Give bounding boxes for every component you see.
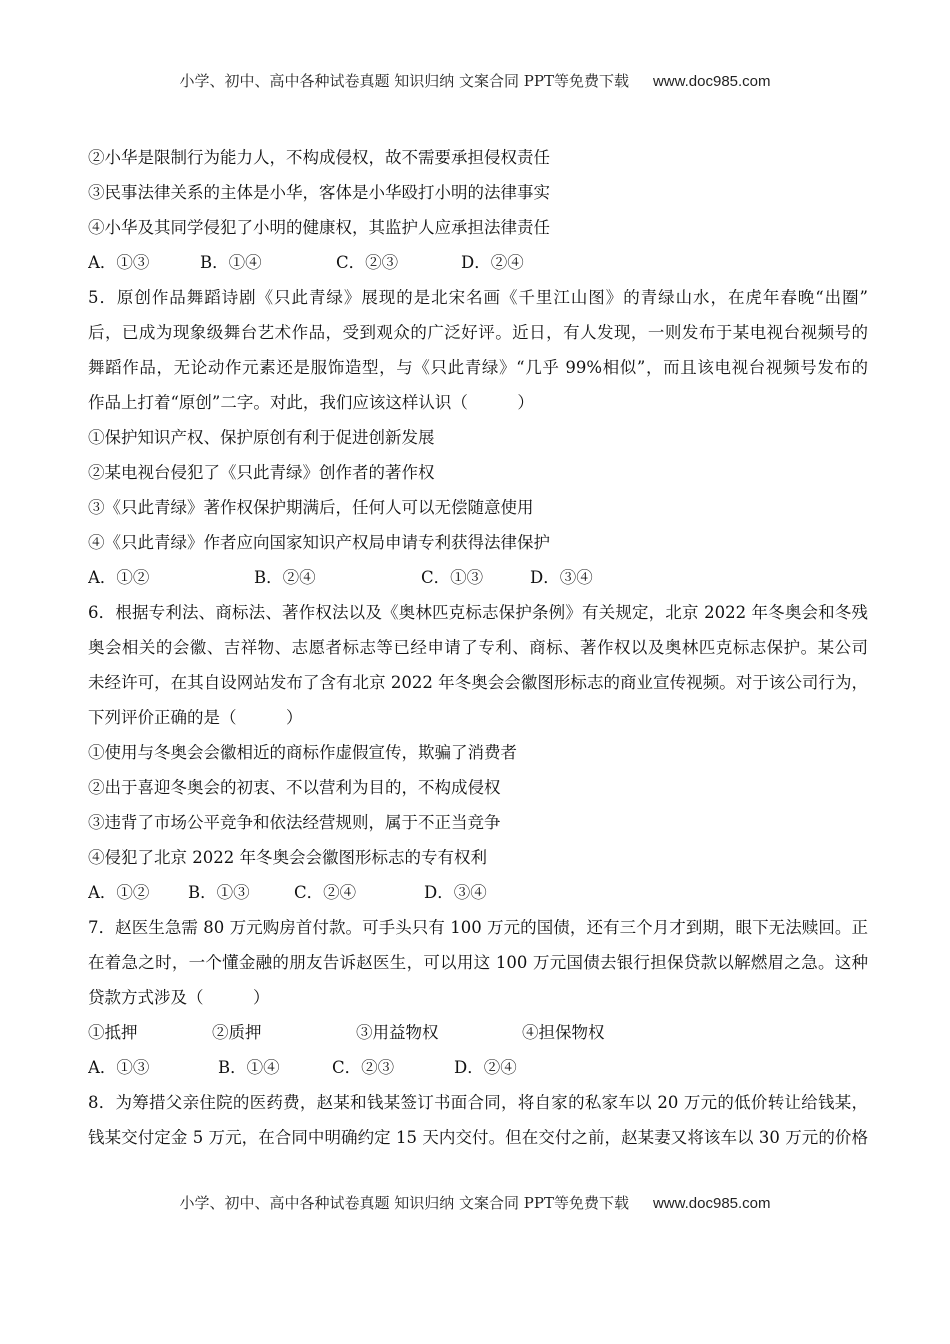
q6-stem-line-1: 6．根据专利法、商标法、著作权法以及《奥林匹克标志保护条例》有关规定，北京 2022 年冬奥会和冬残 (88, 603, 868, 622)
q5-item-1: ①保护知识产权、保护原创有利于促进创新发展 (88, 428, 435, 447)
q5-item-4: ④《只此青绿》作者应向国家知识产权局申请专利获得法律保护 (88, 533, 550, 552)
q7-stem-line-3: 贷款方式涉及（ ） (88, 988, 270, 1007)
q7-items (88, 1015, 868, 1050)
q5-option-b: B．②④ (254, 568, 316, 587)
q8-stem-line-1: 8．为筹措父亲住院的医药费，赵某和钱某签订书面合同，将自家的私家车以 20 万元的低价转让给钱某， (88, 1093, 868, 1112)
q5-stem-line-1: 5．原创作品舞蹈诗剧《只此青绿》展现的是北宋名画《千里江山图》的青绿山水，在虎年春晚“出圈” (88, 288, 868, 307)
q6-stem-line-2: 奥会相关的会徽、吉祥物、志愿者标志等已经申请了专利、商标、著作权以及奥林匹克标志保护。某公司 (88, 638, 868, 657)
q5-stem-line-4: 作品上打着“原创”二字。对此，我们应该这样认识（ ） (88, 393, 534, 412)
header-text: 小学、初中、高中各种试卷真题 知识归纳 文案合同 PPT等免费下载 (179, 72, 629, 90)
footer-text: 小学、初中、高中各种试卷真题 知识归纳 文案合同 PPT等免费下载 (179, 1194, 629, 1212)
q7-option-d: D．②④ (454, 1058, 517, 1077)
q4-option-c: C．②③ (336, 253, 399, 272)
q5-item-2: ②某电视台侵犯了《只此青绿》创作者的著作权 (88, 463, 435, 482)
page-header (0, 70, 950, 91)
q5-item-3: ③《只此青绿》著作权保护期满后，任何人可以无偿随意使用 (88, 498, 534, 517)
header-site: www.doc985.com (652, 73, 771, 90)
q7-item-4: ④担保物权 (522, 1023, 605, 1042)
q4-option-a: A．①③ (88, 253, 150, 272)
q4-option-b: B．①④ (200, 253, 262, 272)
q7-stem-line-2: 在着急之时，一个懂金融的朋友告诉赵医生，可以用这 100 万元国债去银行担保贷款以解燃眉之急。这种 (88, 953, 868, 972)
q6-options (88, 875, 868, 910)
q6-option-d: D．③④ (424, 883, 487, 902)
q6-item-4: ④侵犯了北京 2022 年冬奥会会徽图形标志的专有权利 (88, 848, 487, 867)
q6-item-1: ①使用与冬奥会会徽相近的商标作虚假宣传，欺骗了消费者 (88, 743, 517, 762)
q6-stem-line-3: 未经许可，在其自设网站发布了含有北京 2022 年冬奥会会徽图形标志的商业宣传视频。对于该公司行为， (88, 673, 868, 692)
q6-option-a: A．①② (88, 883, 150, 902)
q5-stem-line-2: 后，已成为现象级舞台艺术作品，受到观众的广泛好评。近日，有人发现，一则发布于某电视台视频号的 (88, 323, 868, 342)
q7-item-1: ①抵押 (88, 1023, 138, 1042)
q7-item-2: ②质押 (212, 1023, 262, 1042)
q6-item-2: ②出于喜迎冬奥会的初衷、不以营利为目的，不构成侵权 (88, 778, 501, 797)
q7-item-3: ③用益物权 (356, 1023, 439, 1042)
q5-option-d: D．③④ (530, 568, 593, 587)
q6-option-b: B．①③ (188, 883, 250, 902)
page-footer (0, 1192, 950, 1213)
q5-option-a: A．①② (88, 568, 150, 587)
q6-item-3: ③违背了市场公平竞争和依法经营规则，属于不正当竞争 (88, 813, 501, 832)
q4-options (88, 245, 868, 280)
exam-content (88, 140, 868, 1155)
q4-item-4: ④小华及其同学侵犯了小明的健康权，其监护人应承担法律责任 (88, 218, 550, 237)
q8-stem-line-2: 钱某交付定金 5 万元，在合同中明确约定 15 天内交付。但在交付之前，赵某妻又将该车以 30 万元的价格 (88, 1128, 868, 1147)
q4-item-3: ③民事法律关系的主体是小华，客体是小华殴打小明的法律事实 (88, 183, 550, 202)
q6-stem-line-4: 下列评价正确的是（ ） (88, 708, 303, 727)
q6-option-c: C．②④ (294, 883, 357, 902)
q7-option-a: A．①③ (88, 1058, 150, 1077)
q7-stem-line-1: 7．赵医生急需 80 万元购房首付款。可手头只有 100 万元的国债，还有三个月才到期，眼下无法赎回。正 (88, 918, 868, 937)
q5-options (88, 560, 868, 595)
q4-item-2: ②小华是限制行为能力人，不构成侵权，故不需要承担侵权责任 (88, 148, 550, 167)
q5-stem-line-3: 舞蹈作品，无论动作元素还是服饰造型，与《只此青绿》“几乎 99%相似”，而且该电视台视频号发布的 (88, 358, 868, 377)
q4-option-d: D．②④ (461, 253, 524, 272)
q7-option-c: C．②③ (332, 1058, 395, 1077)
q5-option-c: C．①③ (421, 568, 484, 587)
q7-option-b: B．①④ (218, 1058, 280, 1077)
q7-options (88, 1050, 868, 1085)
footer-site: www.doc985.com (652, 1195, 771, 1212)
